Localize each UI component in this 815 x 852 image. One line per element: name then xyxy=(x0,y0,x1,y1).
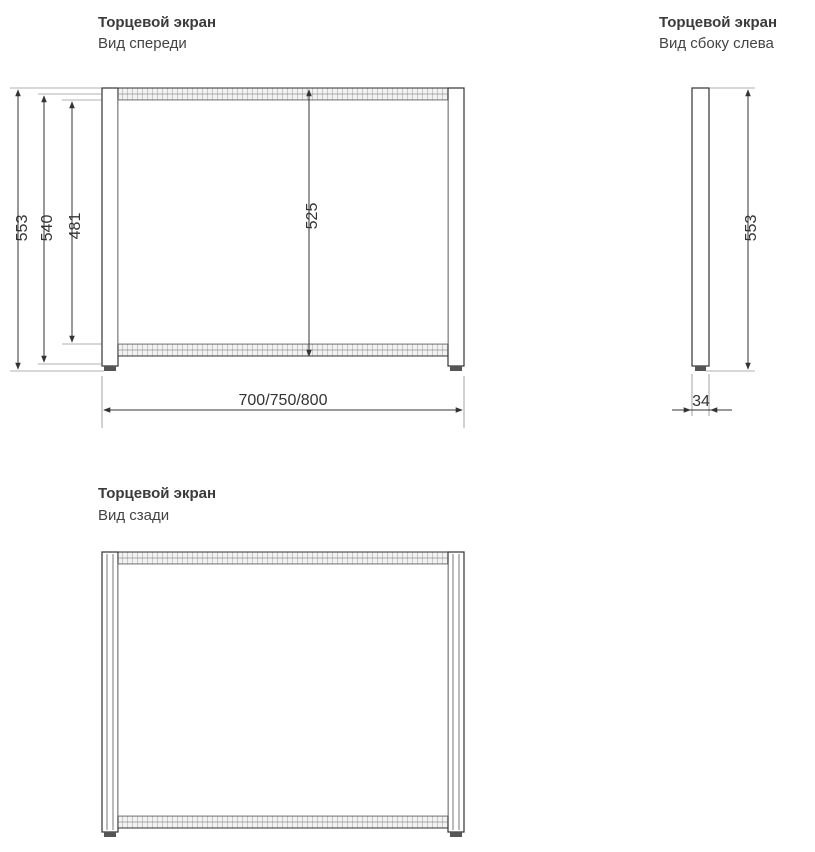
side-post xyxy=(692,88,709,366)
back-panel xyxy=(118,564,448,816)
front-view-title: Торцевой экран xyxy=(98,14,217,31)
front-dim-553-label: 553 xyxy=(14,214,31,242)
back-view-drawing xyxy=(102,552,464,837)
side-dim-34-label: 34 xyxy=(692,393,710,410)
back-right-post xyxy=(448,552,464,832)
front-left-foot xyxy=(104,366,116,371)
side-view-drawing xyxy=(672,88,755,416)
front-dim-540-label: 540 xyxy=(39,214,56,242)
front-right-foot xyxy=(450,366,462,371)
front-view-subtitle: Вид спереди xyxy=(98,35,187,52)
side-foot xyxy=(695,366,706,371)
front-right-post xyxy=(448,88,464,366)
back-right-foot xyxy=(450,832,462,837)
back-left-post xyxy=(102,552,118,832)
side-view-subtitle: Вид сбоку слева xyxy=(659,35,774,52)
front-dim-width-label: 700/750/800 xyxy=(238,392,328,409)
front-dim-481-label: 481 xyxy=(67,212,84,240)
side-view-title: Торцевой экран xyxy=(659,14,778,31)
front-view-drawing xyxy=(10,88,464,428)
front-left-post xyxy=(102,88,118,366)
front-dim-525-label: 525 xyxy=(304,202,321,230)
front-panel xyxy=(118,100,448,344)
side-dim-553-label: 553 xyxy=(743,214,760,242)
back-left-foot xyxy=(104,832,116,837)
back-view-title: Торцевой экран xyxy=(98,485,217,502)
back-view-subtitle: Вид сзади xyxy=(98,507,170,524)
